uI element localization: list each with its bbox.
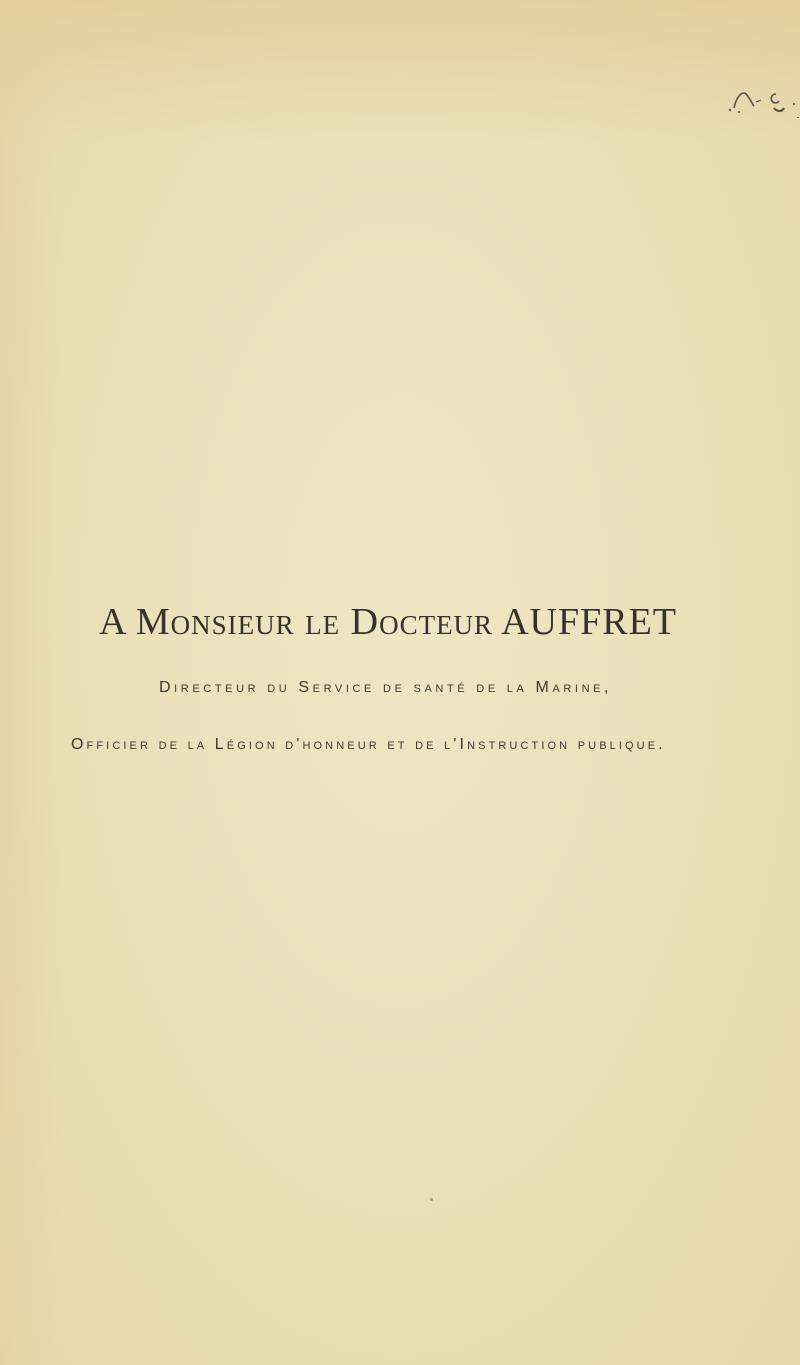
dedication-title-name: AUFFRET	[501, 601, 677, 643]
dedication-subtitle-director: Directeur du Service de santé de la Marine,	[159, 679, 613, 696]
dedication-subtitle-officer: Officier de la Légion d'honneur et de l'Instruction publique.	[71, 736, 666, 753]
library-stamp-mark	[728, 84, 800, 118]
dedication-title	[99, 598, 677, 646]
paper-speck	[430, 1198, 433, 1201]
dedication-title-prefix: A Monsieur le Docteur	[99, 601, 494, 643]
